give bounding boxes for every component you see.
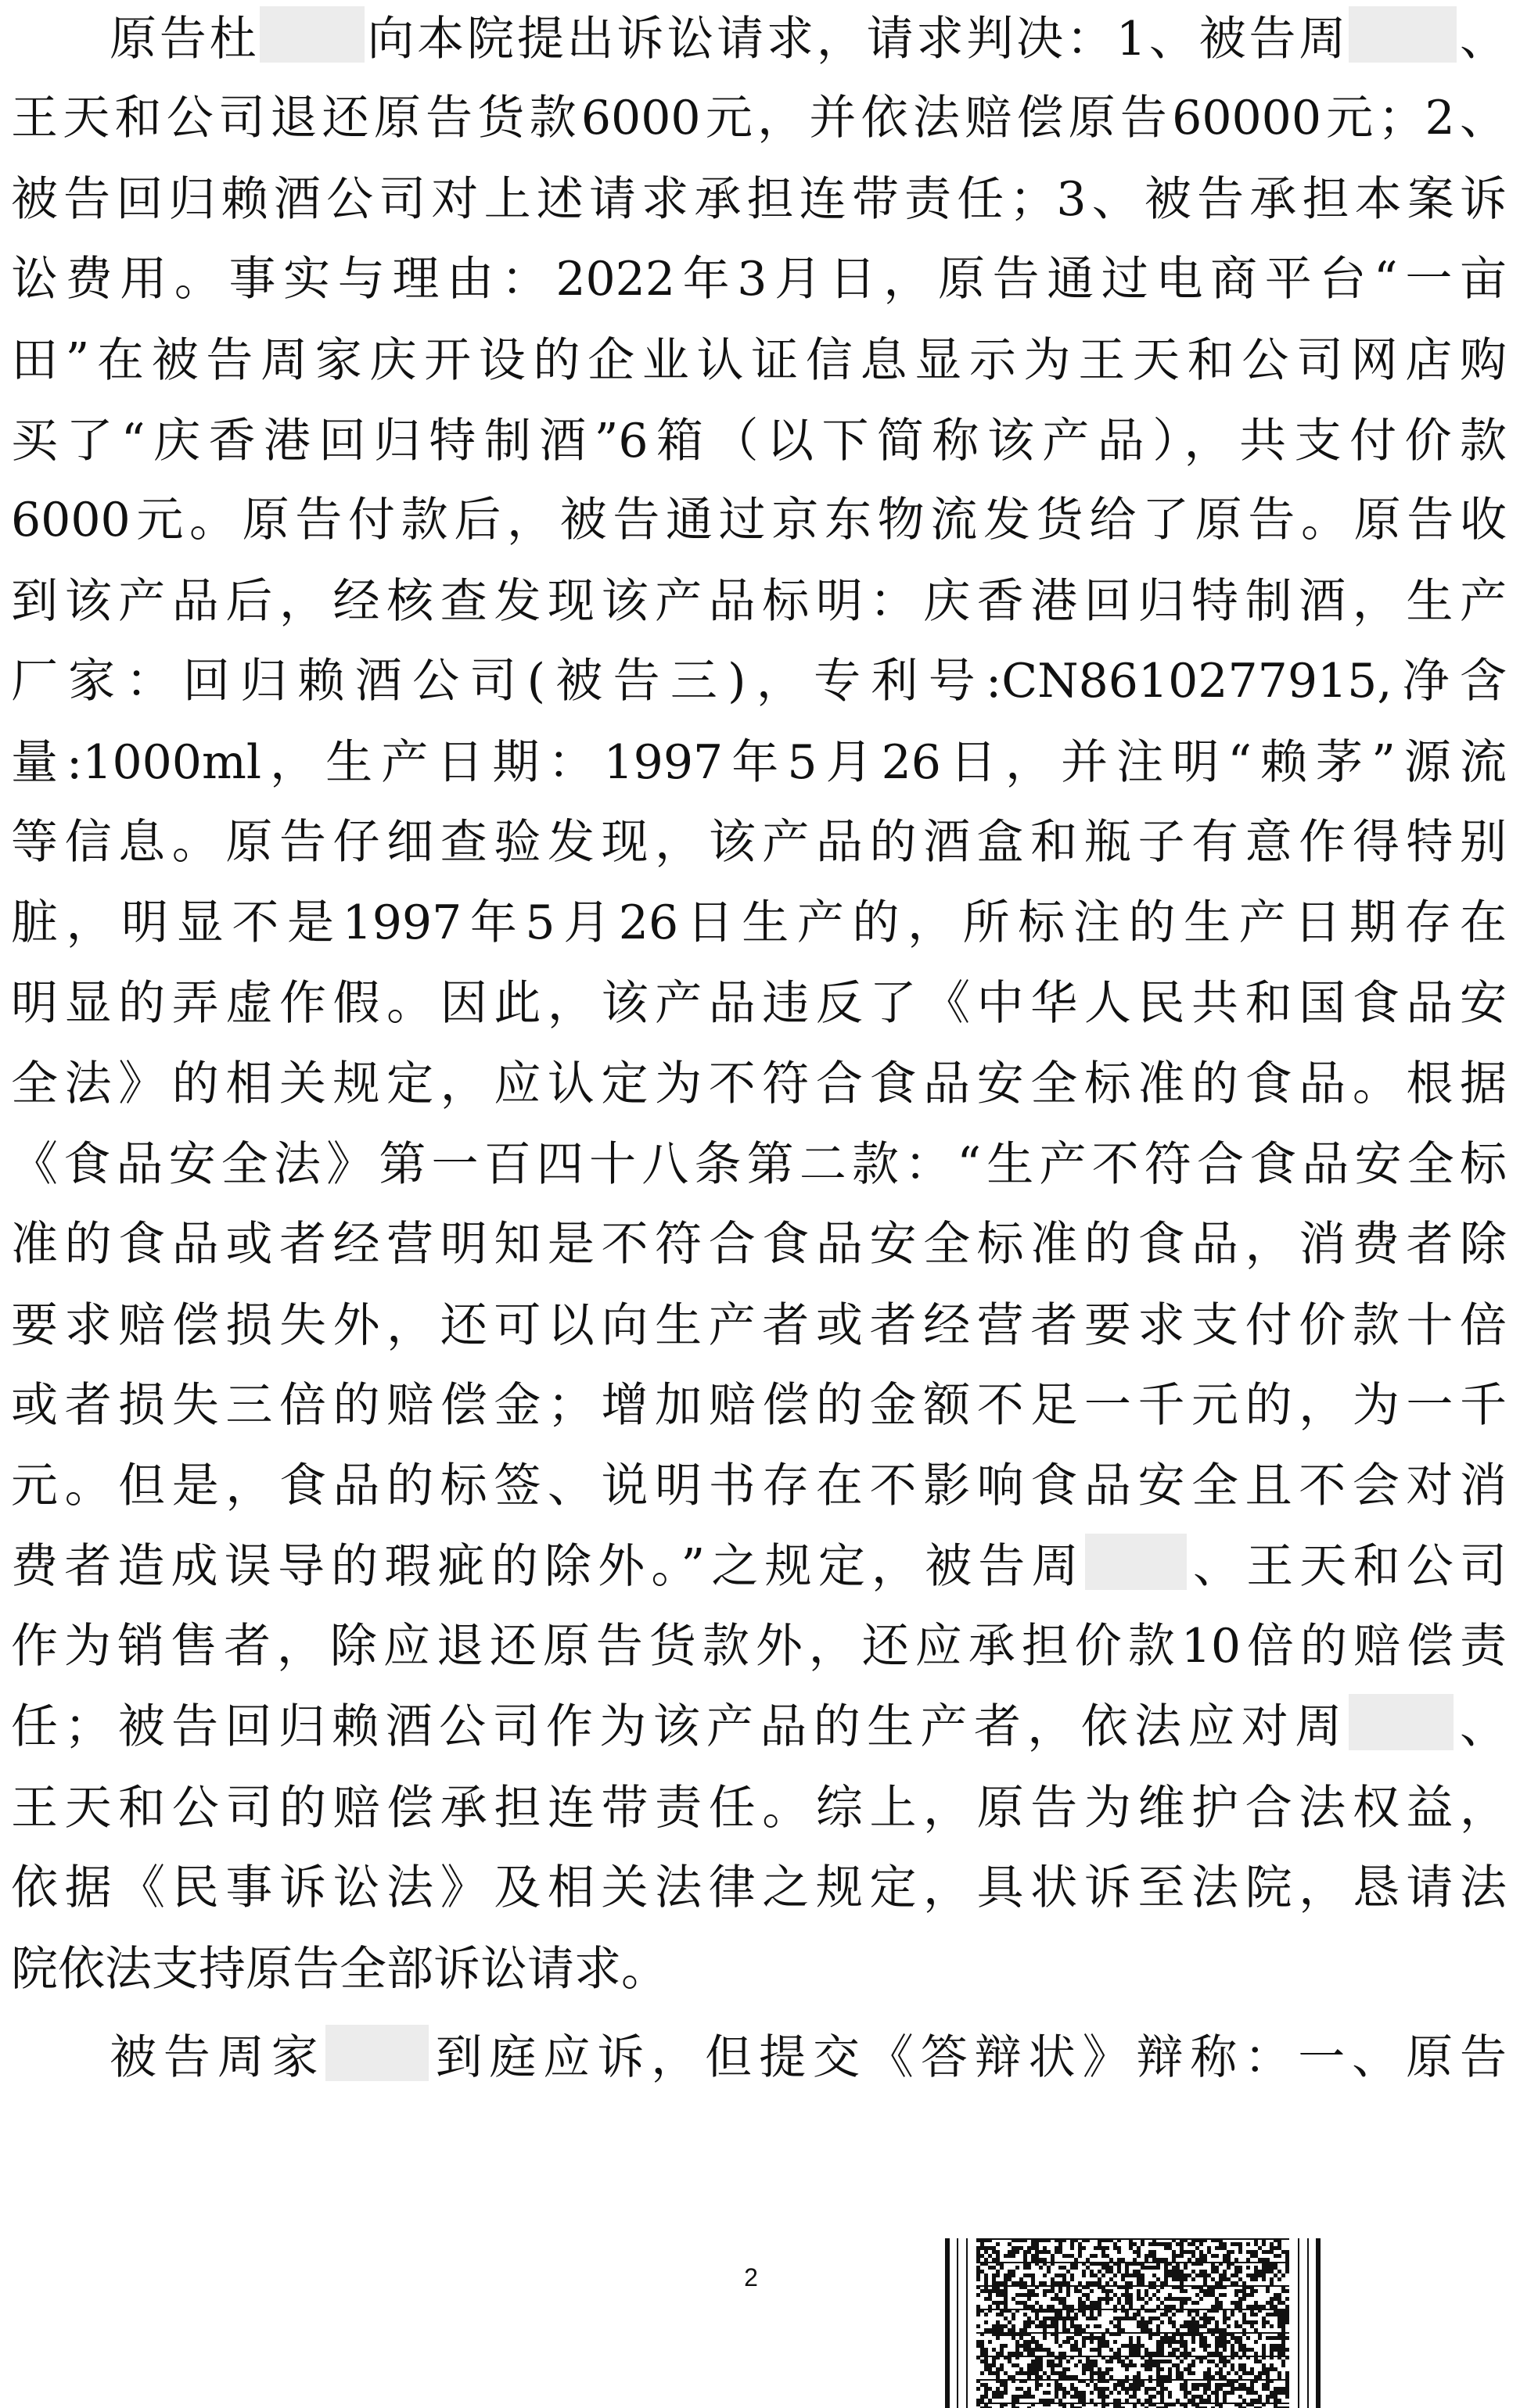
redaction-box [260, 6, 365, 63]
text-segment: 被告回归赖酒公司对上述请求承担连带责任；3、被告承担本案诉 [11, 172, 1507, 227]
text-segment: 依据《民事诉讼法》及相关法律之规定，具状诉至法院，恳请法 [11, 1861, 1507, 1915]
text-segment: 王天和公司退还原告货款6000元，并依法赔偿原告60000元；2、 [11, 91, 1507, 145]
text-line [11, 1688, 1507, 1766]
text-segment: 到庭应诉，但提交《答辩状》辩称：一、原告 [428, 2030, 1507, 2085]
text-line [11, 1125, 1507, 1204]
text-segment: 被告周家 [110, 2030, 325, 2085]
redaction-box [1349, 1694, 1454, 1750]
text-line [11, 402, 1507, 480]
text-line [11, 723, 1507, 802]
text-line [11, 1287, 1507, 1365]
text-segment: 厂家：回归赖酒公司(被告三)，专利号:CN8610277915,净含 [11, 654, 1507, 709]
text-segment: 明显的弄虚作假。因此，该产品违反了《中华人民共和国食品安 [11, 976, 1507, 1031]
text-line [11, 562, 1507, 641]
text-segment: 《食品安全法》第一百四十八条第二款：“生产不符合食品安全标 [11, 1137, 1507, 1192]
text-segment: 、 [1453, 1699, 1507, 1754]
text-line [110, 2019, 1507, 2097]
text-segment: 或者损失三倍的赔偿金；增加赔偿的金额不足一千元的，为一千 [11, 1378, 1507, 1433]
text-line [11, 240, 1507, 318]
page-number: 2 [744, 2263, 758, 2291]
text-line [11, 642, 1507, 720]
text-segment: 费者造成误导的瑕疵的除外。”之规定，被告周 [11, 1539, 1085, 1594]
text-segment: 院依法支持原告全部诉讼请求。 [11, 1942, 668, 1997]
text-line [11, 1769, 1507, 1847]
text-segment: 等信息。原告仔细查验发现，该产品的酒盒和瓶子有意作得特别 [11, 815, 1507, 870]
text-line [11, 964, 1507, 1043]
text-line [11, 1930, 1507, 2008]
text-line [11, 1045, 1507, 1123]
text-segment: 向本院提出诉讼请求，请求判决：1、被告周 [364, 12, 1349, 66]
text-segment: 要求赔偿损失外，还可以向生产者或者经营者要求支付价款十倍 [11, 1298, 1507, 1353]
text-line [11, 1447, 1507, 1525]
text-segment: 量:1000ml，生产日期：1997年5月26日，并注明“赖茅”源流 [11, 735, 1507, 790]
barcode [945, 2238, 1321, 2408]
redaction-box [325, 2025, 429, 2081]
text-line [11, 160, 1507, 239]
text-line [110, 0, 1507, 78]
text-line [11, 803, 1507, 881]
text-segment: 到该产品后，经核查发现该产品标明：庆香港回归特制酒，生产 [11, 574, 1507, 629]
text-segment: 准的食品或者经营明知是不符合食品安全标准的食品，消费者除 [11, 1217, 1507, 1272]
text-line [11, 1849, 1507, 1927]
text-line [11, 884, 1507, 962]
text-segment: 作为销售者，除应退还原告货款外，还应承担价款10倍的赔偿责 [11, 1619, 1507, 1674]
redaction-box [1085, 1534, 1187, 1590]
text-segment: 元。但是，食品的标签、说明书存在不影响食品安全且不会对消 [11, 1459, 1507, 1513]
redaction-box [1349, 6, 1457, 63]
text-segment: 6000元。原告付款后，被告通过京东物流发货给了原告。原告收 [11, 493, 1507, 547]
text-line [11, 1205, 1507, 1283]
text-segment: 原告杜 [110, 12, 260, 66]
text-line [11, 79, 1507, 157]
text-segment: 买了“庆香港回归特制酒”6箱（以下简称该产品），共支付价款 [11, 414, 1507, 468]
text-segment: 、王天和公司 [1186, 1539, 1507, 1594]
text-segment: 任；被告回归赖酒公司作为该产品的生产者，依法应对周 [11, 1699, 1349, 1754]
text-segment: 讼费用。事实与理由：2022年3月日，原告通过电商平台“一亩 [11, 252, 1507, 307]
text-line [11, 1527, 1507, 1606]
text-line [11, 481, 1507, 559]
text-segment: 、 [1457, 12, 1507, 66]
text-line [11, 1607, 1507, 1685]
text-segment: 脏，明显不是1997年5月26日生产的，所标注的生产日期存在 [11, 895, 1507, 950]
text-segment: 田”在被告周家庆开设的企业认证信息显示为王天和公司网店购 [11, 333, 1507, 388]
text-segment: 全法》的相关规定，应认定为不符合食品安全标准的食品。根据 [11, 1057, 1507, 1111]
text-segment: 王天和公司的赔偿承担连带责任。综上，原告为维护合法权益， [11, 1781, 1507, 1836]
text-line [11, 321, 1507, 400]
text-line [11, 1366, 1507, 1444]
